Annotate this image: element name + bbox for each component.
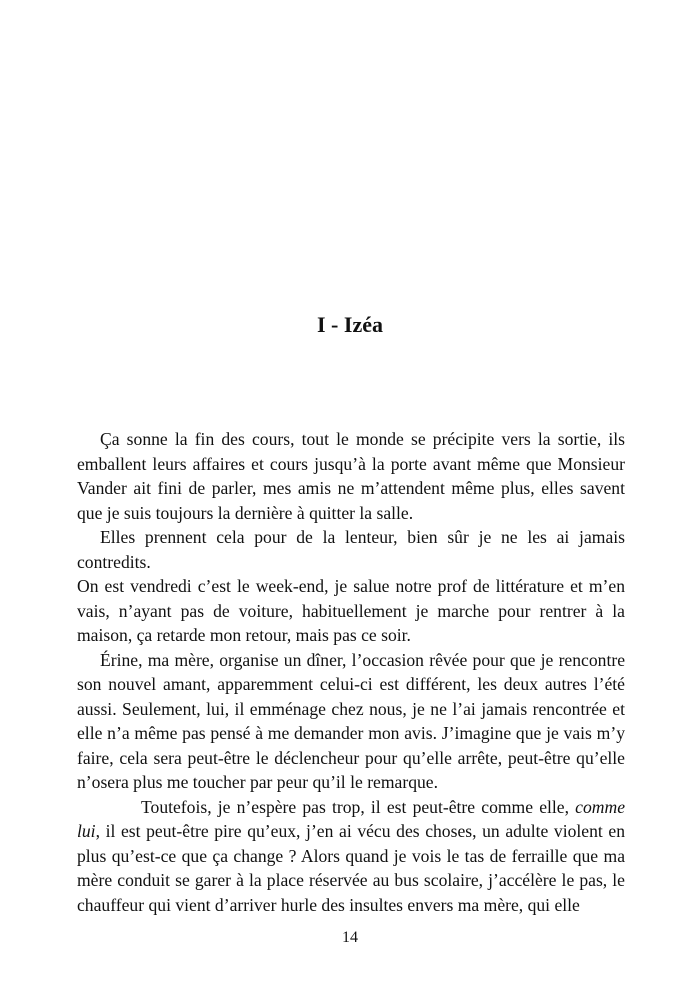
- paragraph: Ça sonne la fin des cours, tout le monde se précipite vers la sortie, ils emballent leurs affaires et cours jusqu’à la porte avant même que Monsieur Vander ait fini de parler, mes amis ne m’attendent même plus, elles savent que je suis toujours la dernière à quitter la salle.: [77, 429, 625, 523]
- body-text: [77, 427, 625, 917]
- page-number: 14: [342, 929, 358, 946]
- paragraph-text: , il est peut-être pire qu’eux, j’en ai vécu des choses, un adulte violent en plus qu’est-ce que ça change ? Alors quand je vois le tas de ferraille que ma mère conduit se garer à la place réservée au bus scolaire, j’accélère le pas, le chauffeur qui vient d’arriver hurle des insultes envers ma mère, qui elle: [77, 821, 625, 915]
- paragraph-text: Toutefois, je n’espère pas trop, il est peut-être comme elle,: [141, 796, 576, 817]
- emphasized-text: comme lui: [77, 796, 625, 841]
- paragraph: Elles prennent cela pour de la lenteur, bien sûr je ne les ai jamais contredits.: [77, 527, 625, 572]
- paragraph: On est vendredi c’est le week-end, je salue notre prof de littérature et m’en vais, n’ayant pas de voiture, habituellement je marche pour rentrer à la maison, ça retarde mon retour, mais pas ce soir.: [77, 576, 625, 645]
- paragraph: [77, 795, 625, 918]
- chapter-title: I - Izéa: [317, 312, 383, 337]
- paragraph: Érine, ma mère, organise un dîner, l’occasion rêvée pour que je rencontre son nouvel amant, apparemment celui-ci est différent, les deux autres l’été aussi. Seulement, lui, il emménage chez nous, je ne l’ai jamais rencontrée et elle n’a même pas pensé à me demander mon avis. J’imagine que je vais m’y faire, cela sera peut-être le déclencheur pour qu’elle arrête, peut-être qu’elle n’osera plus me toucher par peur qu’il le remarque.: [77, 649, 625, 792]
